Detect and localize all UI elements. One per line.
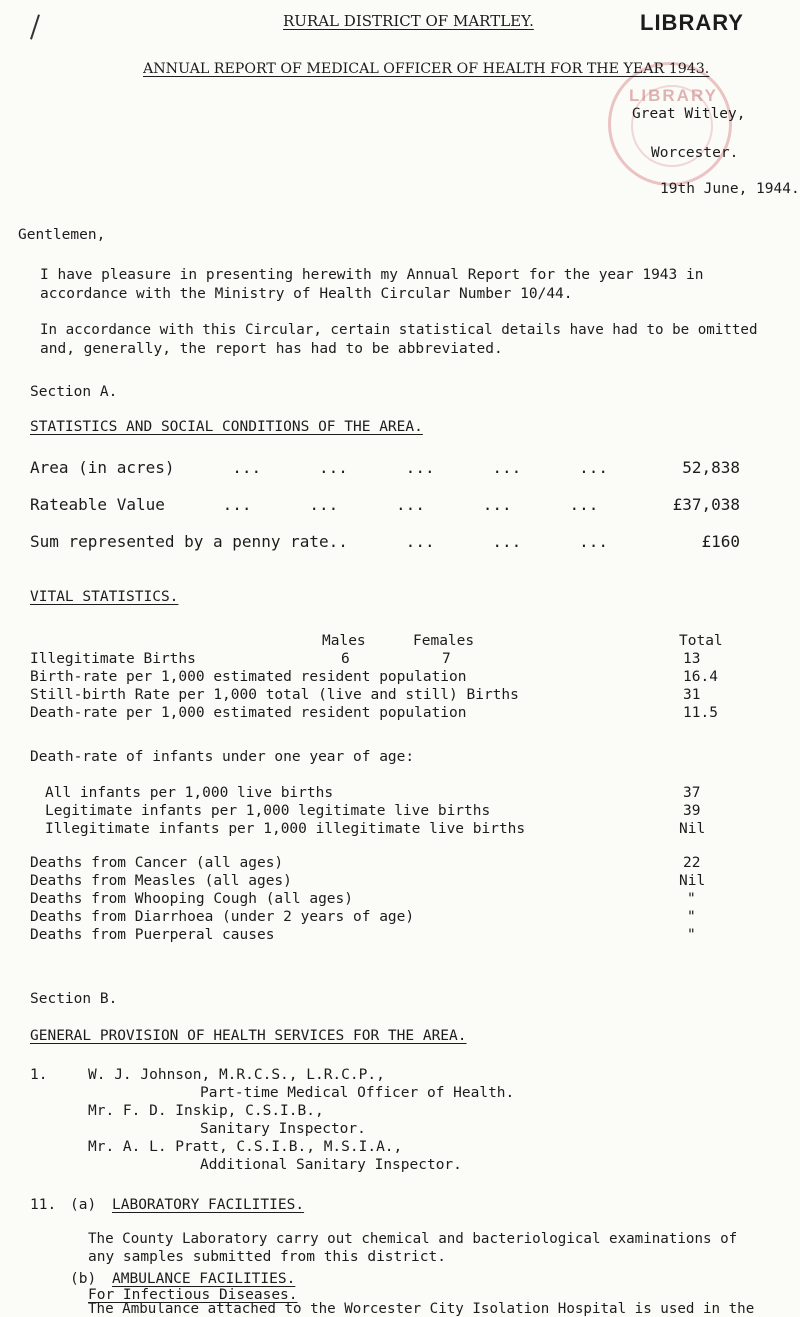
birth-rate-label: Birth-rate per 1,000 estimated resident population: [30, 669, 467, 685]
section-a-label: Section A.: [30, 384, 118, 400]
illegitimate-births-total: 13: [683, 651, 701, 667]
item-a-marker: (a): [70, 1197, 97, 1213]
rateable-row-label: Rateable Value ... ... ... ... ...: [30, 495, 599, 514]
infant-legitimate-label: Legitimate infants per 1,000 legitimate live births: [45, 803, 491, 819]
staff-line-5: Mr. A. L. Pratt, C.S.I.B., M.S.I.A.,: [88, 1139, 403, 1155]
vital-statistics-heading: VITAL STATISTICS.: [30, 589, 179, 605]
laboratory-heading: LABORATORY FACILITIES.: [112, 1197, 305, 1213]
death-rate-label: Death-rate per 1,000 estimated resident population: [30, 705, 467, 721]
deaths-whooping-cough-label: Deaths from Whooping Cough (all ages): [30, 891, 354, 907]
infectious-diseases-heading: For Infectious Diseases.: [88, 1287, 298, 1303]
col-total: Total: [679, 633, 723, 649]
col-females: Females: [413, 633, 475, 649]
salutation: Gentlemen,: [18, 227, 106, 243]
infant-illegitimate-value: Nil: [679, 821, 706, 837]
area-row-value: 52,838: [682, 458, 740, 477]
staff-line-1: W. J. Johnson, M.R.C.S., L.R.C.P.,: [88, 1067, 385, 1083]
ambulance-heading: AMBULANCE FACILITIES.: [112, 1271, 296, 1287]
illegitimate-births-males: 6: [341, 651, 350, 667]
infant-death-intro: Death-rate of infants under one year of age:: [30, 749, 415, 765]
infant-all-label: All infants per 1,000 live births: [45, 785, 334, 801]
staff-line-6: Additional Sanitary Inspector.: [200, 1157, 462, 1173]
deaths-puerperal-value: ": [687, 927, 696, 943]
report-title: ANNUAL REPORT OF MEDICAL OFFICER OF HEALTH FOR THE YEAR 1943.: [143, 61, 710, 77]
deaths-cancer-label: Deaths from Cancer (all ages): [30, 855, 284, 871]
penny-rate-row-value: £160: [701, 532, 740, 551]
staff-line-2: Part-time Medical Officer of Health.: [200, 1085, 515, 1101]
item-b-marker: (b): [70, 1271, 97, 1287]
section-b-heading: GENERAL PROVISION OF HEALTH SERVICES FOR THE AREA.: [30, 1028, 467, 1044]
still-birth-rate-value: 31: [683, 687, 701, 703]
deaths-cancer-value: 22: [683, 855, 701, 871]
area-row-label: Area (in acres) ... ... ... ... ...: [30, 458, 608, 477]
item-11-number: 11.: [30, 1197, 57, 1213]
deaths-diarrhoea-label: Deaths from Diarrhoea (under 2 years of age): [30, 909, 415, 925]
infant-legitimate-value: 39: [683, 803, 701, 819]
paragraph-1-line-2: accordance with the Ministry of Health Circular Number 10/44.: [40, 286, 573, 302]
col-males: Males: [322, 633, 366, 649]
deaths-measles-value: Nil: [679, 873, 706, 889]
deaths-measles-label: Deaths from Measles (all ages): [30, 873, 292, 889]
infant-all-value: 37: [683, 785, 701, 801]
section-a-heading: STATISTICS AND SOCIAL CONDITIONS OF THE AREA.: [30, 419, 423, 435]
death-rate-value: 11.5: [683, 705, 718, 721]
district-title: RURAL DISTRICT OF MARTLEY.: [283, 12, 534, 30]
section-b-label: Section B.: [30, 991, 118, 1007]
deaths-whooping-cough-value: ": [687, 891, 696, 907]
paragraph-2-line-2: and, generally, the report has had to be abbreviated.: [40, 341, 503, 357]
address-line-2: Worcester.: [651, 145, 739, 161]
penny-rate-row-label: Sum represented by a penny rate.. ... ... ...: [30, 532, 608, 551]
laboratory-line-1: The County Laboratory carry out chemical and bacteriological examinations of: [88, 1231, 738, 1247]
tick-mark: [30, 14, 40, 39]
deaths-puerperal-label: Deaths from Puerperal causes: [30, 927, 275, 943]
address-line-1: Great Witley,: [632, 106, 746, 122]
ambulance-line-1: The Ambulance attached to the Worcester City Isolation Hospital is used in the: [88, 1301, 755, 1317]
letter-date: 19th June, 1944.: [660, 181, 800, 197]
birth-rate-value: 16.4: [683, 669, 718, 685]
rateable-row-value: £37,038: [672, 495, 740, 514]
illegitimate-births-label: Illegitimate Births: [30, 651, 196, 667]
still-birth-rate-label: Still-birth Rate per 1,000 total (live and still) Births: [30, 687, 519, 703]
library-label: LIBRARY: [640, 10, 744, 35]
paragraph-2-line-1: In accordance with this Circular, certain statistical details have had to be omitted: [40, 322, 758, 338]
item-1-number: 1.: [30, 1067, 48, 1083]
paragraph-1-line-1: I have pleasure in presenting herewith my Annual Report for the year 1943 in: [40, 267, 704, 283]
illegitimate-births-females: 7: [442, 651, 451, 667]
staff-line-4: Sanitary Inspector.: [200, 1121, 366, 1137]
staff-line-3: Mr. F. D. Inskip, C.S.I.B.,: [88, 1103, 324, 1119]
laboratory-line-2: any samples submitted from this district.: [88, 1249, 446, 1265]
deaths-diarrhoea-value: ": [687, 909, 696, 925]
library-stamp: LIBRARY: [608, 62, 732, 186]
infant-illegitimate-label: Illegitimate infants per 1,000 illegitimate live births: [45, 821, 526, 837]
